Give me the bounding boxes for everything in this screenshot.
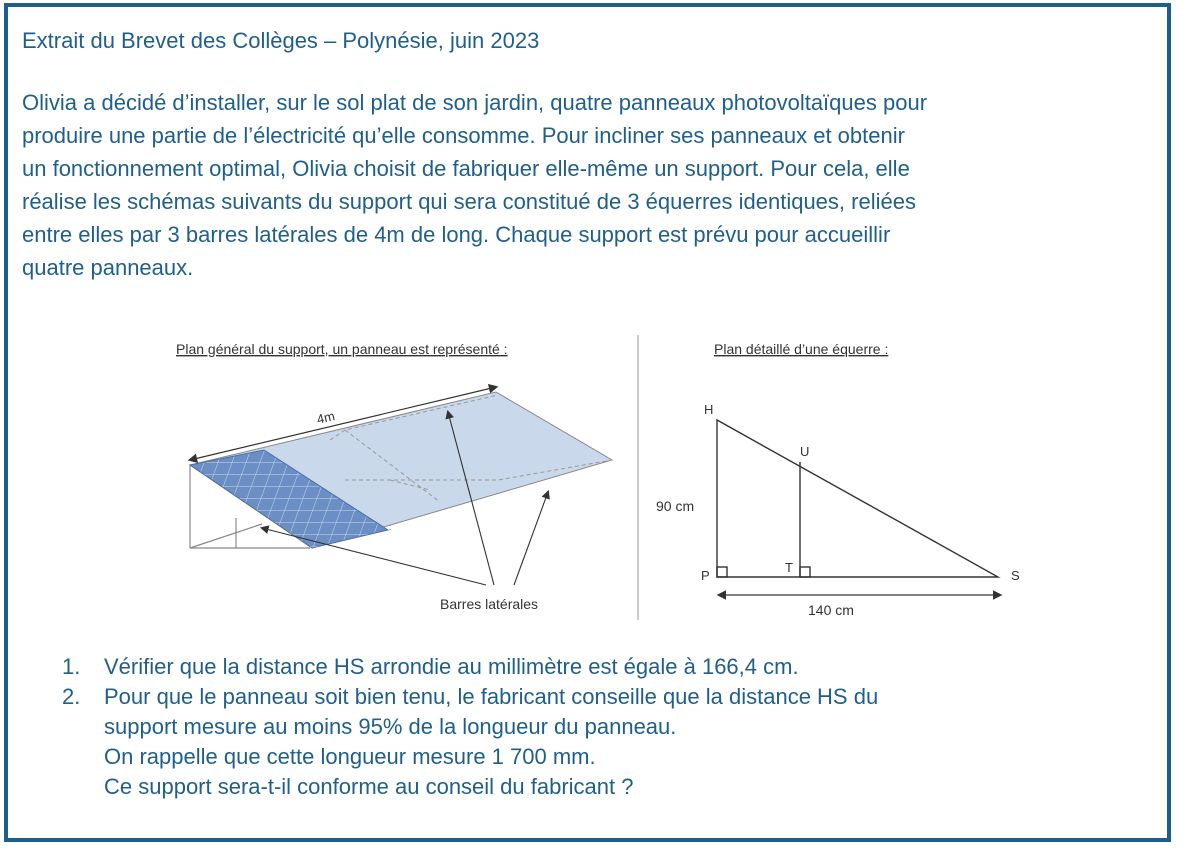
questions-list [62,652,1142,802]
point-P: P [701,568,710,583]
triangle-HPS [717,420,998,577]
intro-line: un fonctionnement optimal, Olivia choisit de fabriquer elle-même un support. Pour cela, elle [22,156,910,181]
question-line: Vérifier que la distance HS arrondie au millimètre est égale à 166,4 cm. [104,654,799,679]
intro-line: réalise les schémas suivants du support qui sera constitué de 3 équerres identiques, reliées [22,189,916,214]
question-line: On rappelle que cette longueur mesure 1 700 mm. [104,744,596,769]
point-H: H [704,402,714,417]
point-T: T [785,560,793,575]
figures-svg [0,330,1183,630]
left-figure-caption: Plan général du support, un panneau est représenté : [176,341,508,357]
question-line: Pour que le panneau soit bien tenu, le fabricant conseille que la distance HS du [104,684,879,709]
base-label: 140 cm [808,602,854,618]
question-1 [62,652,1142,682]
height-label: 90 cm [656,498,695,514]
intro-line: Olivia a décidé d’installer, sur le sol plat de son jardin, quatre panneaux photovoltaïques pour [22,90,928,115]
figures [0,330,1183,630]
intro-line: entre elles par 3 barres latérales de 4m de long. Chaque support est prévu pour accueillir [22,222,891,247]
right-figure-caption: Plan détaillé d’une équerre : [714,341,889,357]
intro-paragraph [22,86,1157,284]
intro-line: quatre panneaux. [22,255,194,280]
point-U: U [800,444,810,459]
bars-label: Barres latérales [440,596,539,612]
length-label: 4m [315,408,337,427]
question-number: 2. [62,684,81,709]
question-line: Ce support sera-t-il conforme au conseil du fabricant ? [104,774,634,799]
intro-line: produire une partie de l’électricité qu’elle consomme. Pour incliner ses panneaux et obtenir [22,123,905,148]
exam-source: Extrait du Brevet des Collèges – Polynésie, juin 2023 [22,28,540,53]
question-number: 1. [62,654,81,679]
point-S: S [1011,568,1020,583]
question-2 [62,682,1142,802]
question-line: support mesure au moins 95% de la longueur du panneau. [104,714,677,739]
